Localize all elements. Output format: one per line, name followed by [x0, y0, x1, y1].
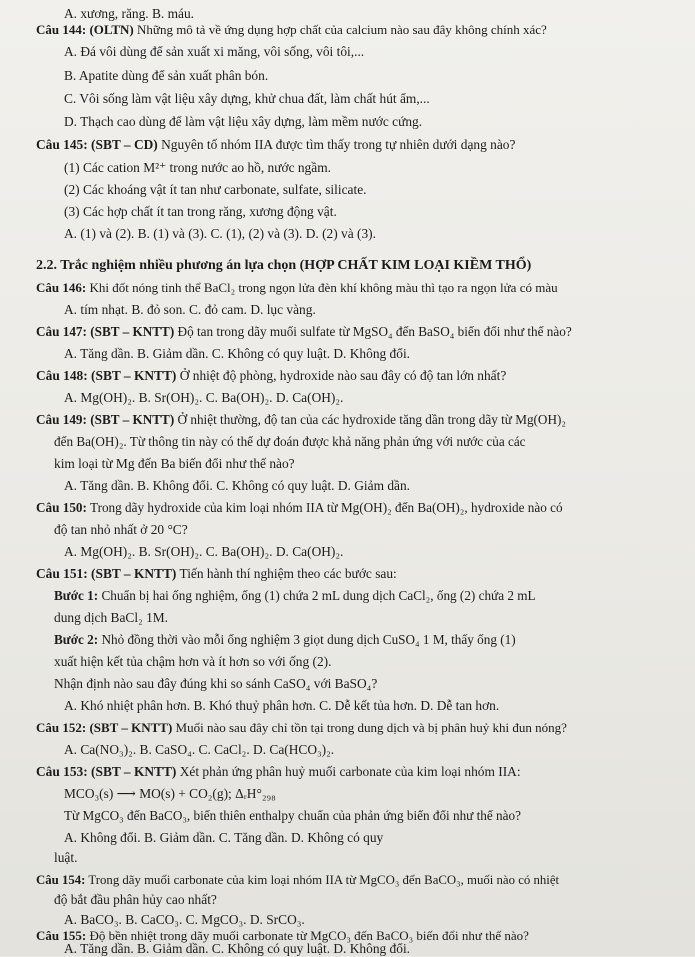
options-row: A. Mg(OH)₂. B. Sr(OH)₂. C. Ba(OH)₂. D. Ca(OH)₂. [64, 544, 344, 559]
question-152-stem: Câu 152: (SBT – KNTT) Muối nào sau đây chỉ tồn tại trong dung dịch và bị phân huỷ khi đun nóng? [36, 720, 567, 735]
reaction-equation: MCO₃(s) ⟶ MO(s) + CO₂(g); ΔᵣH°₂₉₈ [64, 786, 276, 801]
text-line: Từ MgCO₃ đến BaCO₃, biến thiên enthalpy chuẩn của phản ứng biến đổi như thế nào? [64, 808, 521, 823]
options-row: A. (1) và (2). B. (1) và (3). C. (1), (2) và (3). D. (2) và (3). [64, 226, 376, 241]
question-150-stem: Câu 150: Trong dãy hydroxide của kim loại nhóm IIA từ Mg(OH)₂ đến Ba(OH)₂, hydroxide nào có [36, 500, 563, 515]
text-line: (3) Các hợp chất ít tan trong răng, xương động vật. [64, 204, 337, 219]
text-line: đến Ba(OH)₂. Từ thông tin này có thể dự đoán được khả năng phản ứng với nước của các [54, 434, 526, 449]
options-row: A. Tăng dần. B. Giảm dần. C. Không có quy luật. D. Không đổi. [64, 941, 411, 956]
option-line: A. Đá vôi dùng để sản xuất xi măng, vôi sống, vôi tôi,... [64, 44, 365, 59]
options-row: A. BaCO₃. B. CaCO₃. C. MgCO₃. D. SrCO₃. [64, 912, 305, 927]
text-line: dung dịch BaCl₂ 1M. [54, 610, 169, 625]
text-line: Bước 2: Nhỏ đồng thời vào mỗi ống nghiệm 3 giọt dung dịch CuSO₄ 1 M, thấy ống (1) [54, 632, 516, 647]
text-line: Bước 1: Chuẩn bị hai ống nghiệm, ống (1) chứa 2 mL dung dịch CaCl₂, ống (2) chứa 2 mL [54, 588, 536, 603]
question-144-stem: Câu 144: (OLTN) Những mô tả về ứng dụng hợp chất của calcium nào sau đây không chính xác? [36, 22, 547, 37]
option-line: D. Thạch cao dùng để làm vật liệu xây dựng, làm mềm nước cứng. [64, 114, 423, 129]
text-line: kim loại từ Mg đến Ba biến đổi như thế nào? [54, 456, 295, 471]
question-149-stem: Câu 149: (SBT – KNTT) Ở nhiệt thường, độ tan của các hydroxide tăng dần trong dãy từ Mg(OH)₂ [36, 412, 566, 427]
question-145-stem: Câu 145: (SBT – CD) Nguyên tố nhóm IIA được tìm thấy trong tự nhiên dưới dạng nào? [36, 137, 516, 152]
options-row: A. Không đổi. B. Giảm dần. C. Tăng dần. D. Không có quy [64, 830, 384, 845]
text-line: Nhận định nào sau đây đúng khi so sánh CaSO₄ với BaSO₄? [54, 676, 378, 691]
question-148-stem: Câu 148: (SBT – KNTT) Ở nhiệt độ phòng, hydroxide nào sau đây có độ tan lớn nhất? [36, 368, 507, 383]
options-row: A. Tăng dần. B. Giảm dần. C. Không có quy luật. D. Không đổi. [64, 346, 411, 361]
text-line: A. xương, răng. B. máu. [64, 6, 195, 21]
question-153-stem: Câu 153: (SBT – KNTT) Xét phản ứng phân huỷ muối carbonate của kim loại nhóm IIA: [36, 764, 521, 779]
text-line: (1) Các cation M²⁺ trong nước ao hồ, nước ngầm. [64, 160, 331, 175]
section-heading: 2.2. Trắc nghiệm nhiều phương án lựa chọn (HỢP CHẤT KIM LOẠI KIỀM THỔ) [36, 258, 532, 273]
options-row: A. Tăng dần. B. Không đổi. C. Không có quy luật. D. Giảm dần. [64, 478, 411, 493]
text-line: (2) Các khoáng vật ít tan như carbonate, sulfate, silicate. [64, 182, 367, 197]
option-line: B. Apatite dùng để sản xuất phân bón. [64, 68, 269, 83]
text-line: luật. [54, 850, 78, 865]
question-146-stem: Câu 146: Khi đốt nóng tinh thể BaCl₂ trong ngọn lửa đèn khí không màu thì tạo ra ngọn lửa có màu [36, 280, 558, 295]
question-155-stem: Câu 155: Độ bền nhiệt trong dãy muối carbonate từ MgCO₃ đến BaCO₃ biến đổi như thế nào? [36, 928, 529, 943]
question-147-stem: Câu 147: (SBT – KNTT) Độ tan trong dãy muối sulfate từ MgSO₄ đến BaSO₄ biến đổi như thế nào? [36, 324, 572, 339]
option-line: C. Vôi sống làm vật liệu xây dựng, khử chua đất, làm chất hút ẩm,... [64, 91, 430, 106]
options-row: A. tím nhạt. B. đỏ son. C. đỏ cam. D. lục vàng. [64, 302, 316, 317]
text-line: xuất hiện kết tủa chậm hơn và ít hơn so với ống (2). [54, 654, 332, 669]
options-row: A. Ca(NO₃)₂. B. CaSO₄. C. CaCl₂. D. Ca(HCO₃)₂. [64, 742, 335, 757]
question-151-stem: Câu 151: (SBT – KNTT) Tiến hành thí nghiệm theo các bước sau: [36, 566, 397, 581]
question-154-stem: Câu 154: Trong dãy muối carbonate của kim loại nhóm IIA từ MgCO₃ đến BaCO₃, muối nào có nhiệt [36, 873, 560, 887]
options-row: A. Mg(OH)₂. B. Sr(OH)₂. C. Ba(OH)₂. D. Ca(OH)₂. [64, 390, 344, 405]
text-line: độ tan nhỏ nhất ở 20 °C? [54, 522, 188, 537]
text-line: độ bắt đầu phân hủy cao nhất? [54, 892, 217, 907]
options-row: A. Khó nhiệt phân hơn. B. Khó thuỷ phân hơn. C. Dễ kết tủa hơn. D. Dễ tan hơn. [64, 698, 500, 713]
